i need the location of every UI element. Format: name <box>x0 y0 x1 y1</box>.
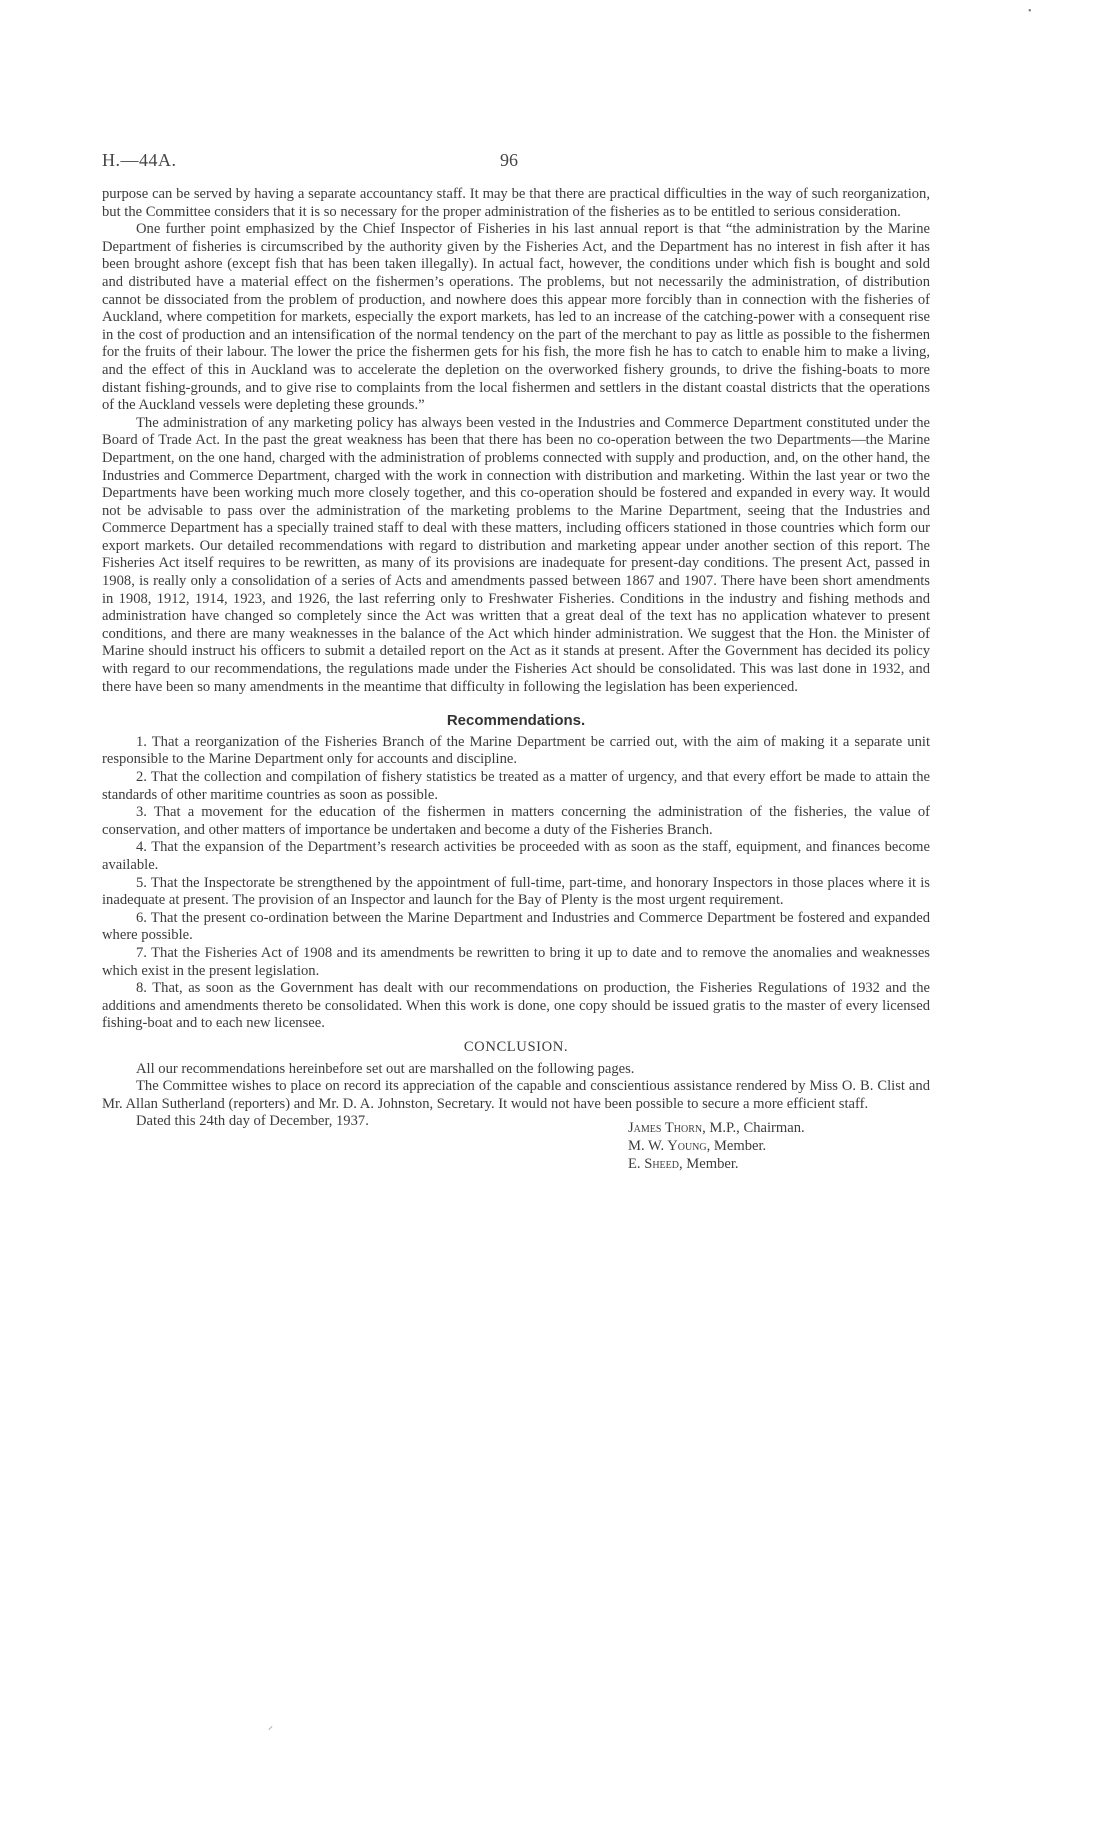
signature-line <box>628 1137 805 1155</box>
recommendation-item: 1. That a reorganization of the Fisheries Branch of the Marine Department be carried out, with the aim of making it a separate unit responsible to the Marine Department only for accounts and discipline. <box>102 733 930 768</box>
recommendation-item: 5. That the Inspectorate be strengthened by the appointment of full-time, part-time, and honorary Inspectors in those places where it is inadequate at present. The provision of an Inspector and launch for the Bay of Plenty is the most urgent requirement. <box>102 874 930 909</box>
closing-block <box>102 1113 930 1183</box>
recommendation-item: 3. That a movement for the education of the fishermen in matters concerning the administration of the fisheries, the value of conservation, and other matters of importance be undertaken and become a duty of the Fisheries Branch. <box>102 804 930 838</box>
dated-line: Dated this 24th day of December, 1937. <box>136 1113 369 1130</box>
signature-line <box>628 1155 805 1173</box>
signatory-role: , Member. <box>679 1156 739 1173</box>
corner-mark: • <box>1028 6 1032 17</box>
signatory-role: , M.P., Chairman. <box>702 1120 805 1137</box>
signatory-role: , Member. <box>706 1138 767 1155</box>
signature-line <box>628 1119 805 1137</box>
signatory-name: James Thorn <box>628 1120 703 1137</box>
conclusion-heading: CONCLUSION. <box>463 1038 569 1055</box>
recommendation-item: 8. That, as soon as the Government has dealt with our recommendations on production, the Fisheries Regulations of 1932 and the additions and amendments thereto be consolidated. When this work is done, one copy should be issued gratis to the master of every licensed fishing-boat and to each new licensee. <box>102 980 930 1032</box>
paragraph-chief-inspector: One further point emphasized by the Chief Inspector of Fisheries in his last annual report is that “the administration by the Marine Department of fisheries is circumscribed by the authority given by the Fisheries Act, and the Department has no interest in fish after it has been brought ashore (except fish that has been taken illegally). In actual fact, however, the conditions under which fish is bought and sold and distributed have a material effect on the fishermen’s operations. The problems, but not necessarily the administration, of distribution cannot be dissociated from the problem of production, and nowhere does this appear more forcibly than in connection with the fisheries of Auckland, where competition for markets, especially the export markets, has led to an increase of the catching-power with a consequent rise in the cost of production and an intensification of the normal tendency on the part of the merchant to pay as little as possible to the fishermen for the fruits of their labour. The lower the price the fishermen gets for his fish, the more fish he has to catch to enable him to make a living, and the effect of this in Auckland was to accelerate the depletion on the overworked fishery grounds, to drive the fishing-boats to more distant fishing-grounds, and to give rise to complaints from the local fishermen and settlers in the distant coastal districts that the operations of the Auckland vessels were depleting these grounds.” <box>102 221 930 414</box>
signature-block <box>628 1119 805 1173</box>
recommendation-item: 4. That the expansion of the Department’s research activities be proceeded with as soon as the staff, equipment, and finances become available. <box>102 839 930 873</box>
paragraph-marketing-policy: The administration of any marketing policy has always been vested in the Industries and Commerce Department constituted under the Board of Trade Act. In the past the great weakness has been that there has been no co-operation between the two Departments—the Marine Department, on the one hand, charged with the administration of problems connected with supply and production, and, on the other hand, the Industries and Commerce Department, charged with the work in connection with distribution and marketing. Within the last year or two the Departments have been working much more closely together, and this co-operation should be fostered and expanded in every way. It would not be advisable to pass over the administration of the marketing problems to the Marine Department, seeing that the Industries and Commerce Department has a specially trained staff to deal with these matters, including officers stationed in those countries which form our export markets. Our detailed recommendations with regard to distribution and marketing appear under another section of this report. The Fisheries Act itself requires to be rewritten, as many of its provisions are inadequate for present-day conditions. The present Act, passed in 1908, is really only a consolidation of a series of Acts and amendments passed between 1867 and 1907. There have been short amendments in 1908, 1912, 1914, 1923, and 1926, the last referring only to Freshwater Fisheries. Conditions in the industry and fishing methods and administration have changed so completely since the Act was written that a great deal of the text has no application whatever to present conditions, and there are many weaknesses in the balance of the Act which hinder administration. We suggest that the Hon. the Minister of Marine should instruct his officers to submit a detailed report on the Act as it stands at present. After the Government has decided its policy with regard to our recommendations, the regulations made under the Fisheries Act should be consolidated. This was last done in 1932, and there have been so many amendments in the meantime that difficulty in following the legislation has been experienced. <box>102 414 930 695</box>
signatory-name: M. W. Young <box>628 1138 707 1155</box>
document-reference: H.—44A. <box>102 150 177 170</box>
conclusion-paragraph: All our recommendations hereinbefore set out are marshalled on the following pages. <box>136 1060 635 1077</box>
document-page <box>102 150 930 1183</box>
page-header <box>102 150 930 180</box>
recommendation-item: 6. That the present co-ordination between the Marine Department and Industries and Commerce Department be fostered and expanded where possible. <box>102 909 930 944</box>
recommendation-item: 7. That the Fisheries Act of 1908 and its amendments be rewritten to bring it up to date and to remove the anomalies and weaknesses which exist in the present legislation. <box>102 944 930 979</box>
paragraph-continuation: purpose can be served by having a separate accountancy staff. It may be that there are practical difficulties in the way of such reorganization, but the Committee considers that it is so necessary for the proper administration of the fisheries as to be entitled to serious consideration. <box>102 186 930 220</box>
recommendations-heading: Recommendations. <box>446 712 586 730</box>
stray-mark: ⸝ <box>268 1721 273 1732</box>
page-number: 96 <box>500 150 518 170</box>
recommendation-item: 2. That the collection and compilation of fishery statistics be treated as a matter of urgency, and that every effort be made to attain the standards of other maritime countries as soon as possible. <box>102 769 930 803</box>
signatory-name: E. Sheed <box>628 1156 679 1173</box>
body-text <box>102 186 930 1183</box>
conclusion-paragraph: The Committee wishes to place on record its appreciation of the capable and conscientious assistance rendered by Miss O. B. Clist and Mr. Allan Sutherland (reporters) and Mr. D. A. Johnston, Secretary. It would not have been possible to secure a more efficient staff. <box>102 1078 930 1112</box>
